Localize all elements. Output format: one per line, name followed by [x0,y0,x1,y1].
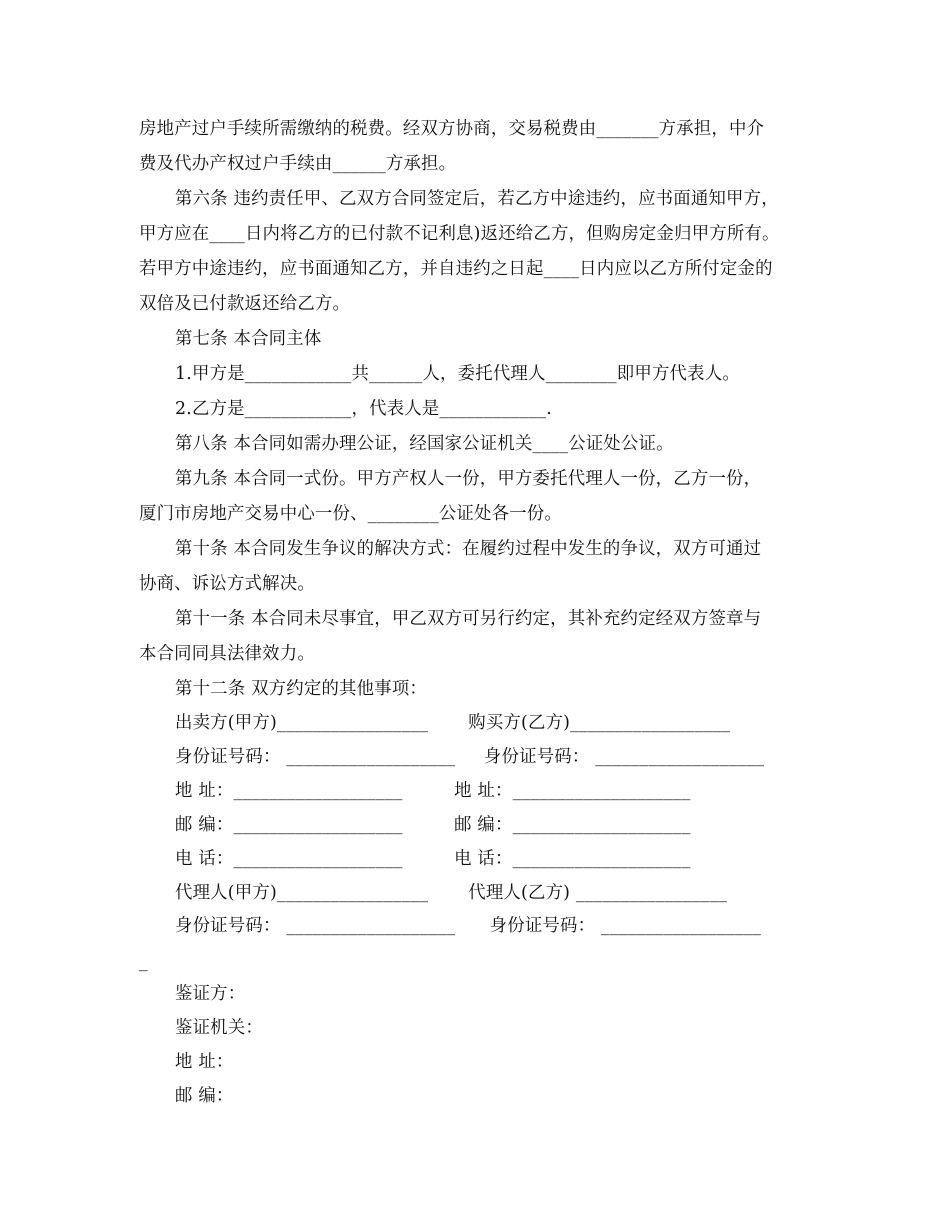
witness-label: 鉴证机关： [175,1018,263,1038]
section-heading: 第七条 本合同主体 [175,329,322,349]
text-line: 本合同同具法律效力。 [139,644,315,664]
signature-field-row: 地 址：___________________ 地 址：____________________ [175,781,691,801]
signature-field-row: 邮 编：___________________ 邮 编：____________________ [175,815,691,835]
text-line: 费及代办产权过户手续由______方承担。 [139,154,457,174]
signature-field-row: 身份证号码： ___________________ 身份证号码： __________________ [175,916,762,936]
signature-field-row: 代理人(甲方)_________________ 代理人(乙方) _________________ [175,883,728,903]
stray-underline: _ [139,952,148,972]
section-heading: 第十二条 双方约定的其他事项： [175,679,427,699]
signature-field-row: 身份证号码： ___________________ 身份证号码： ___________________ [175,747,765,767]
text-line: 第十条 本合同发生争议的解决方式：在履约过程中发生的争议，双方可通过 [175,539,762,559]
text-line: 1.甲方是____________共______人，委托代理人________即甲方代表人。 [175,364,740,384]
text-line: 第六条 违约责任甲、乙双方合同签定后，若乙方中途违约，应书面通知甲方， [175,189,779,209]
signature-field-row: 电 话：___________________ 电 话：____________________ [175,849,691,869]
signature-field-row: 出卖方(甲方)_________________ 购买方(乙方)__________________ [175,713,731,733]
witness-label: 邮 编： [175,1086,234,1106]
text-line: 若甲方中途违约，应书面通知乙方，并自违约之日起____日内应以乙方所付定金的 [139,259,773,279]
text-line: 第八条 本合同如需办理公证，经国家公证机关____公证处公证。 [175,434,674,454]
text-line: 第十一条 本合同未尽事宜，甲乙双方可另行约定，其补充约定经双方签章与 [175,609,762,629]
text-line: 2.乙方是____________，代表人是____________. [175,399,552,419]
text-line: 第九条 本合同一式份。甲方产权人一份，甲方委托代理人一份，乙方一份， [175,469,762,489]
witness-label: 鉴证方： [175,984,246,1004]
text-line: 厦门市房地产交易中心一份、________公证处各一份。 [139,504,562,524]
text-line: 双倍及已付款返还给乙方。 [139,294,351,314]
text-line: 甲方应在____日内将乙方的已付款不记利息)返还给乙方，但购房定金归甲方所有。 [139,224,780,244]
text-line: 协商、诉讼方式解决。 [139,574,315,594]
text-line: 房地产过户手续所需缴纳的税费。经双方协商，交易税费由_______方承担，中介 [139,119,765,139]
witness-label: 地 址： [175,1052,234,1072]
